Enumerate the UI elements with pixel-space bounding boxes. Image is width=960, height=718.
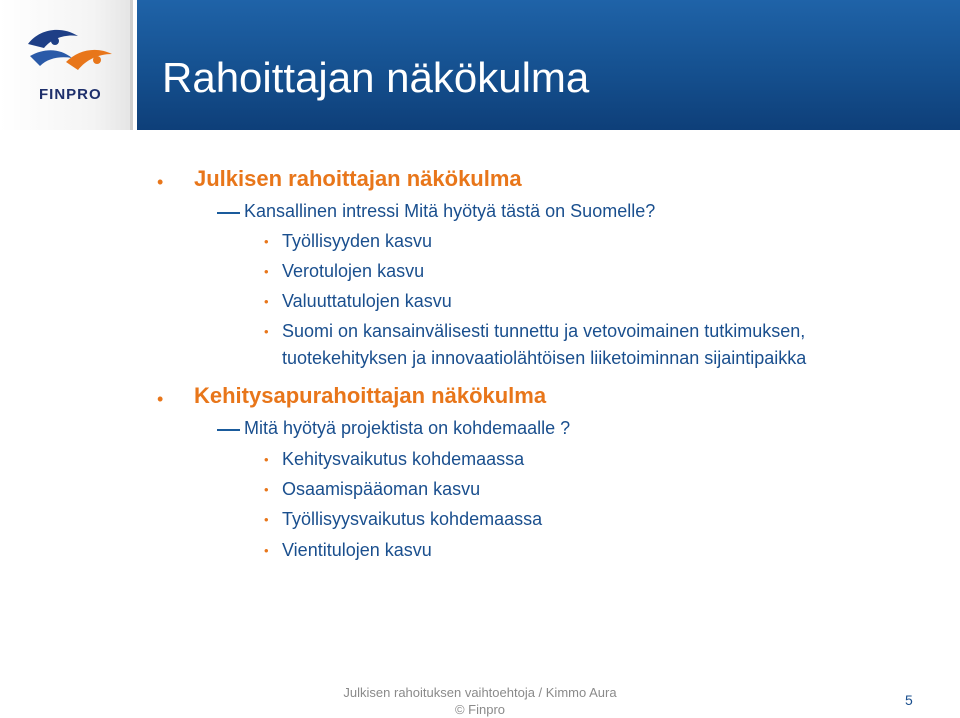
dash-icon — [217, 429, 240, 431]
bullet-icon: • — [264, 482, 269, 497]
section-heading: Kehitysapurahoittajan näkökulma — [194, 383, 547, 408]
bullet-icon: • — [264, 452, 269, 467]
bullet-icon: • — [157, 389, 164, 409]
bullet-icon: • — [264, 264, 269, 279]
bullet-icon: • — [264, 234, 269, 249]
dash-icon — [217, 212, 240, 214]
logo-text: FINPRO — [39, 86, 102, 103]
title-bar — [137, 0, 960, 130]
list-item: Verotulojen kasvu — [282, 261, 425, 281]
finpro-logo — [0, 0, 133, 130]
bullet-icon: • — [264, 324, 269, 339]
footer-text: Julkisen rahoituksen vaihtoehtoja / Kimmo Aura — [343, 685, 617, 700]
page-title: Rahoittajan näkökulma — [162, 54, 590, 101]
list-item: Vientitulojen kasvu — [282, 540, 432, 560]
list-item: Suomi on kansainvälisesti tunnettu ja vetovoimainen tutkimuksen, — [282, 321, 806, 341]
bullet-icon: • — [264, 512, 269, 527]
list-item: Osaamispääoman kasvu — [282, 479, 481, 499]
footer-copyright: © Finpro — [454, 702, 506, 717]
bullet-icon: • — [264, 543, 269, 558]
list-item: Valuuttatulojen kasvu — [282, 291, 452, 311]
section-subheading: Mitä hyötyä projektista on kohdemaalle ? — [244, 418, 571, 438]
section-subheading: Kansallinen intressi Mitä hyötyä tästä on Suomelle? — [244, 201, 656, 221]
list-item: Työllisyyden kasvu — [282, 231, 433, 251]
list-item: Työllisyysvaikutus kohdemaassa — [282, 509, 543, 529]
bullet-icon: • — [157, 172, 164, 192]
bullet-icon: • — [264, 294, 269, 309]
finpro-logo-icon — [0, 0, 133, 90]
list-item: Kehitysvaikutus kohdemaassa — [282, 449, 525, 469]
page-number: 5 — [905, 692, 913, 708]
list-item-continuation: tuotekehityksen ja innovaatiolähtöisen liiketoiminnan sijaintipaikka — [282, 348, 807, 368]
section-heading: Julkisen rahoittajan näkökulma — [194, 166, 522, 191]
